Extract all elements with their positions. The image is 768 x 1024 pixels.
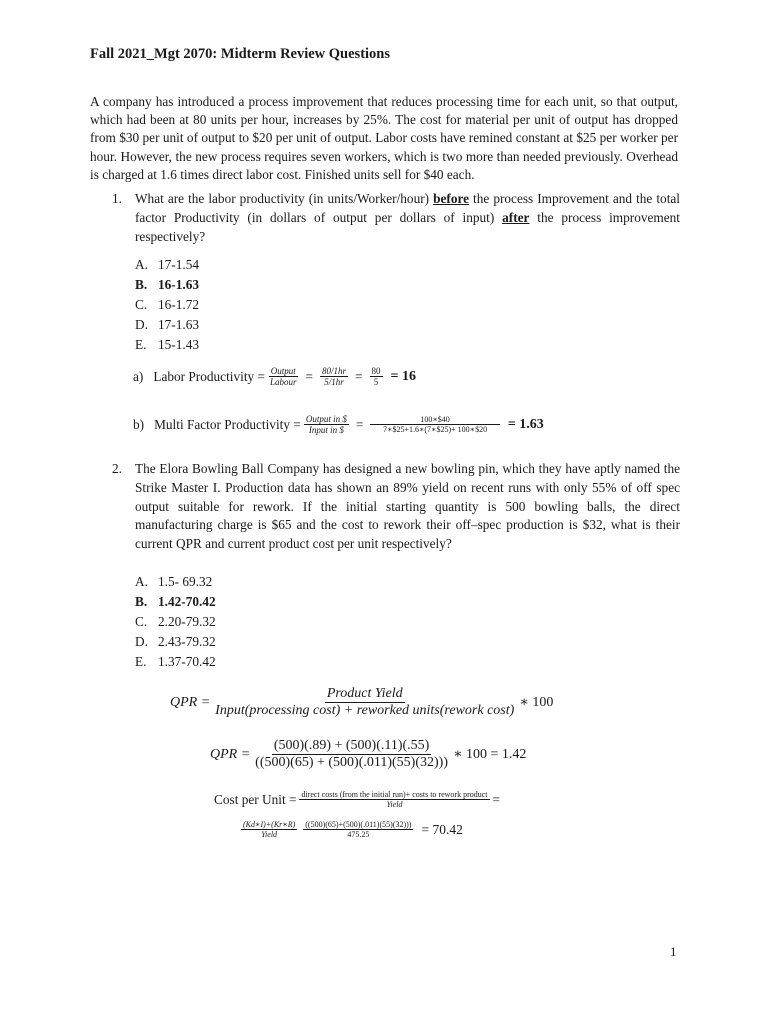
options-list-q2 [135,572,216,672]
option-letter: A. [135,574,148,589]
numerator: Product Yield [325,686,405,703]
option-text: 15-1.43 [158,337,199,352]
formula-tail: ∗ 100 = 1.42 [452,747,527,763]
option-a [135,572,216,592]
numerator: 100∗$40 [370,415,499,425]
option-letter: B. [135,594,148,609]
numerator: ((500)(65)+(500)(.011)(55)(32))) [305,820,412,829]
option-letter: C. [135,614,148,629]
qpr-calculation [210,738,526,771]
denominator: Labour [269,377,297,388]
option-letter: E. [135,654,147,669]
numerator: Output [270,366,296,376]
formula-lhs: Cost per Unit = [214,791,297,807]
fraction [299,790,489,809]
fraction [268,366,299,388]
emphasis-after: after [502,209,530,225]
option-text: 17-1.63 [158,317,199,332]
option-c [135,612,216,632]
option-a [135,255,199,275]
option-d [135,632,216,652]
option-letter: E. [135,337,147,352]
fraction [241,820,297,839]
denominator: Yield [386,800,403,810]
denominator: ((500)(65) + (500)(.011)(55)(32))) [255,755,448,771]
formula-lhs: QPR = [210,746,251,762]
option-b-correct [135,592,216,612]
option-text: 17-1.54 [158,257,199,272]
fraction [370,415,499,434]
option-e [135,335,199,355]
question-text: The Elora Bowling Ball Company has designed a new bowling pin, which they have aptly named the Strike Master I. Production data has shown an 89% yield on recent runs with only 55% of off spec output suitable for rework. If the initial starting quantity is 500 bowling balls, the direct manufacturing charge is $65 and the cost to rework their off–spec production is $32, what is their current QPR and current product cost per unit respectively? [135,461,680,552]
option-text: 2.20-79.32 [158,614,216,629]
fraction [370,366,383,388]
numerator: direct costs (from the initial run)+ costs to rework product [301,790,488,799]
emphasis-before: before [433,191,470,206]
numerator: 80 [371,366,381,376]
question-text [135,190,680,246]
option-text: 1.42-70.42 [158,594,216,609]
option-e [135,652,216,672]
option-text: 1.5- 69.32 [158,574,213,589]
formula-result: = 16 [390,368,416,384]
question-number: 1. [112,191,122,206]
formula-result: = 70.42 [421,821,463,837]
cost-per-unit-formula [214,790,500,809]
labor-productivity-formula: a) Labor Productivity = $\frac{\text{Output}}{\text{Labour}}$ = $\frac{80/1hr}{5/1hr}$ = $\frac{80}{5}$ = 16 [133,366,416,388]
numerator: 80/1hr [322,366,347,376]
formula-lhs: Multi Factor Productivity = [154,416,301,432]
option-letter: D. [135,634,148,649]
fraction [303,820,413,839]
fraction [213,686,516,719]
option-b-correct [135,275,199,295]
numerator: Output in $ [305,414,347,424]
option-text: 16-1.72 [158,297,199,312]
numerator: (500)(.89) + (500)(.11)(.55) [272,738,432,755]
option-text: 16-1.63 [158,277,199,292]
question-text-part: the process improvement respectively? [135,209,681,244]
fraction [304,414,349,436]
option-c [135,295,199,315]
option-text: 1.37-70.42 [158,654,216,669]
option-letter: C. [135,297,148,312]
page-title: Fall 2021_Mgt 2070: Midterm Review Questions [90,46,391,62]
question-number: 2. [112,461,122,476]
option-d [135,315,199,335]
fraction [320,366,348,388]
denominator: Yield [261,830,278,840]
formula-tail: ∗ 100 [519,695,554,711]
fraction [253,738,450,771]
denominator: 5 [373,377,379,388]
intro-paragraph: A company has introduced a process improvement that reduces processing time for each unit, so that output, which had been at 80 units per hour, increases by 25%. The cost for material per unit of output has dropped from $30 per unit of output to $20 per unit of output. Labor costs have remined constant at $25 per worker per hour. However, the new process requires seven workers, which is two more than needed previously. Overhead is charged at 1.6 times direct labor cost. Finished units sell for $40 each. [90,94,678,182]
option-letter: B. [135,277,148,292]
option-text: 2.43-79.32 [158,634,216,649]
formula-tail: = [492,791,501,807]
numerator: (Kd∗I)+(Kr∗R) [243,820,296,829]
question-text-part: the process Improvement and the total factor Productivity (in dollars of output per dollars of input) [135,191,680,225]
denominator: Input(processing cost) + reworked units(rework cost) [215,703,515,719]
formula-lhs: Labor Productivity = [153,368,265,384]
formula-lhs: QPR = [170,694,211,710]
question-text-part: What are the labor productivity (in units/Worker/hour) [135,191,434,206]
denominator: 5/1hr [324,377,344,388]
options-list-q1 [135,255,199,355]
option-letter: D. [135,317,148,332]
denominator: Input in $ [308,425,344,436]
formula-label: a) [133,368,144,384]
denominator: 7∗$25+1.6∗(7∗$25)+ 100∗$20 [383,425,488,435]
denominator: 475.25 [347,830,370,840]
formula-label: b) [133,416,145,432]
formula-result: = 1.63 [507,416,544,432]
multi-factor-productivity-formula: b) Multi Factor Productivity = $\frac{\text{Output in \$}}{\text{Input in \$}}$ = $\frac{100∗\$40}{7∗\$25+1.6∗(7∗\$25)+ 100∗\$20}$ = 1.63 [133,414,544,436]
question-2 [112,460,680,554]
question-1 [112,190,680,246]
page-number: 1 [670,944,677,959]
option-letter: A. [135,257,148,272]
qpr-formula [170,686,553,719]
cost-per-unit-calculation [238,820,463,839]
